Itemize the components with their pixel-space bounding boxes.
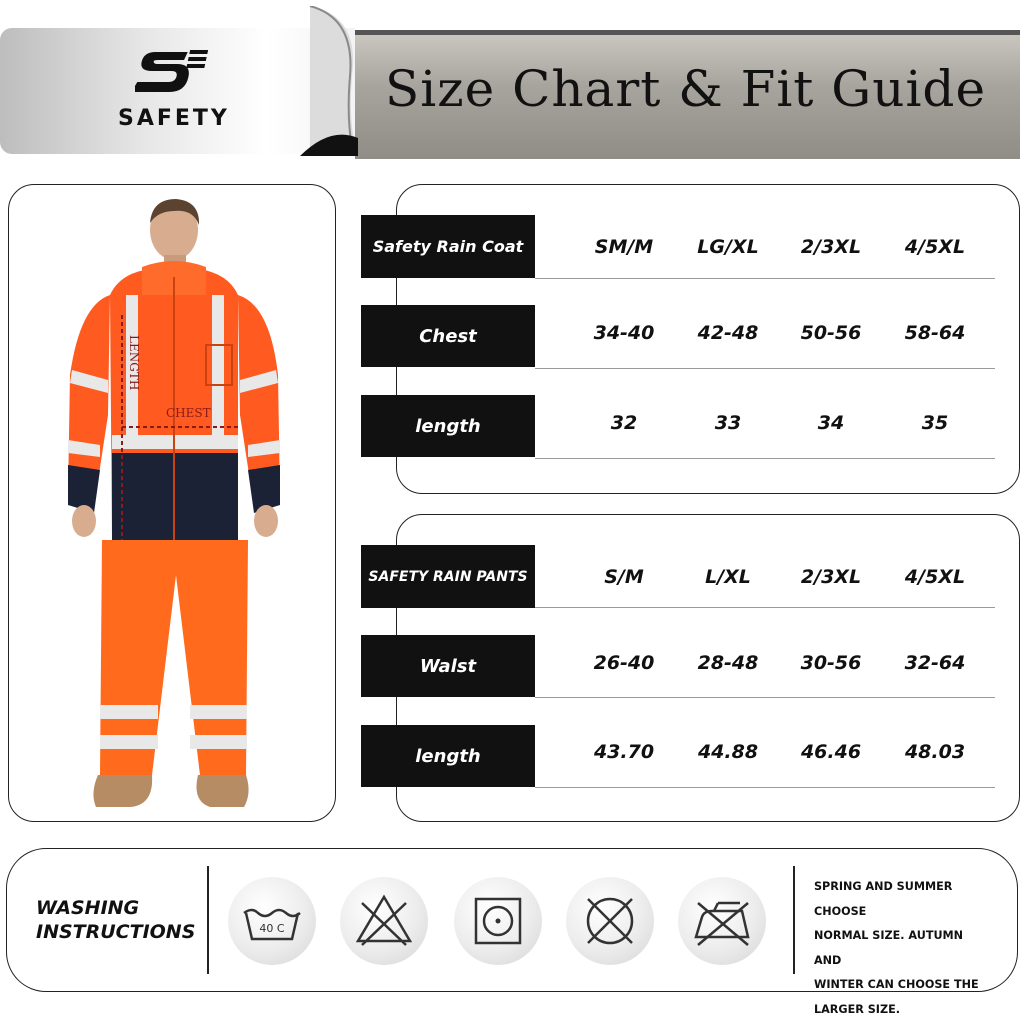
pants-size: 2/3XL [786,566,876,588]
washing-title [36,896,206,944]
sizing-note-line: LARGER SIZE. [814,998,994,1022]
washing-title-line: INSTRUCTIONS [36,920,206,944]
sizing-note-line: WINTER CAN CHOOSE THE [814,973,994,998]
divider [793,866,795,974]
divider [535,697,995,698]
coat-row-label: Chest [361,305,535,367]
coat-value: 35 [890,412,980,434]
pants-size: 4/5XL [890,566,980,588]
coat-row-label: length [361,395,535,457]
coat-value: 34-40 [579,322,669,344]
pants-value: 30-56 [786,652,876,674]
coat-size: SM/M [579,236,669,258]
sizing-note-line: NORMAL SIZE. AUTUMN AND [814,924,994,973]
pants-size: L/XL [683,566,773,588]
pants-value: 48.03 [890,741,980,763]
wash-temp-label: 40 C [259,922,284,935]
brand-name: SAFETY [118,106,230,131]
pants-size: S/M [579,566,669,588]
coat-value: 33 [683,412,773,434]
sizing-note [814,875,994,1022]
coat-size: 4/5XL [890,236,980,258]
coat-size: 2/3XL [786,236,876,258]
do-not-iron-icon [678,877,766,965]
coat-value: 42-48 [683,322,773,344]
pants-row-label: length [361,725,535,787]
coat-value: 58-64 [890,322,980,344]
divider [535,607,995,608]
pants-value: 32-64 [890,652,980,674]
brand-logo-icon [135,46,215,96]
pants-value: 26-40 [579,652,669,674]
tumble-dry-icon [454,877,542,965]
do-not-dry-clean-icon [566,877,654,965]
page-title: Size Chart & Fit Guide [385,60,986,118]
pants-value: 46.46 [786,741,876,763]
coat-size: LG/XL [683,236,773,258]
coat-value: 34 [786,412,876,434]
chest-label: CHEST [166,406,211,420]
coat-table-header-label: Safety Rain Coat [361,215,535,278]
divider [535,787,995,788]
divider [535,278,995,279]
pants-row-label: Walst [361,635,535,697]
length-label: LENGTH [127,335,141,390]
divider [207,866,209,974]
do-not-bleach-icon [340,877,428,965]
pants-value: 44.88 [683,741,773,763]
divider [535,368,995,369]
coat-value: 50-56 [786,322,876,344]
coat-value: 32 [579,412,669,434]
pants-value: 28-48 [683,652,773,674]
model-photo [60,195,290,810]
wash-40c-icon [228,877,316,965]
divider [535,458,995,459]
page-curl-decoration [300,6,360,156]
washing-title-line: WASHING [36,896,206,920]
sizing-note-line: SPRING AND SUMMER CHOOSE [814,875,994,924]
pants-value: 43.70 [579,741,669,763]
pants-table-header-label: SAFETY RAIN PANTS [361,545,535,608]
